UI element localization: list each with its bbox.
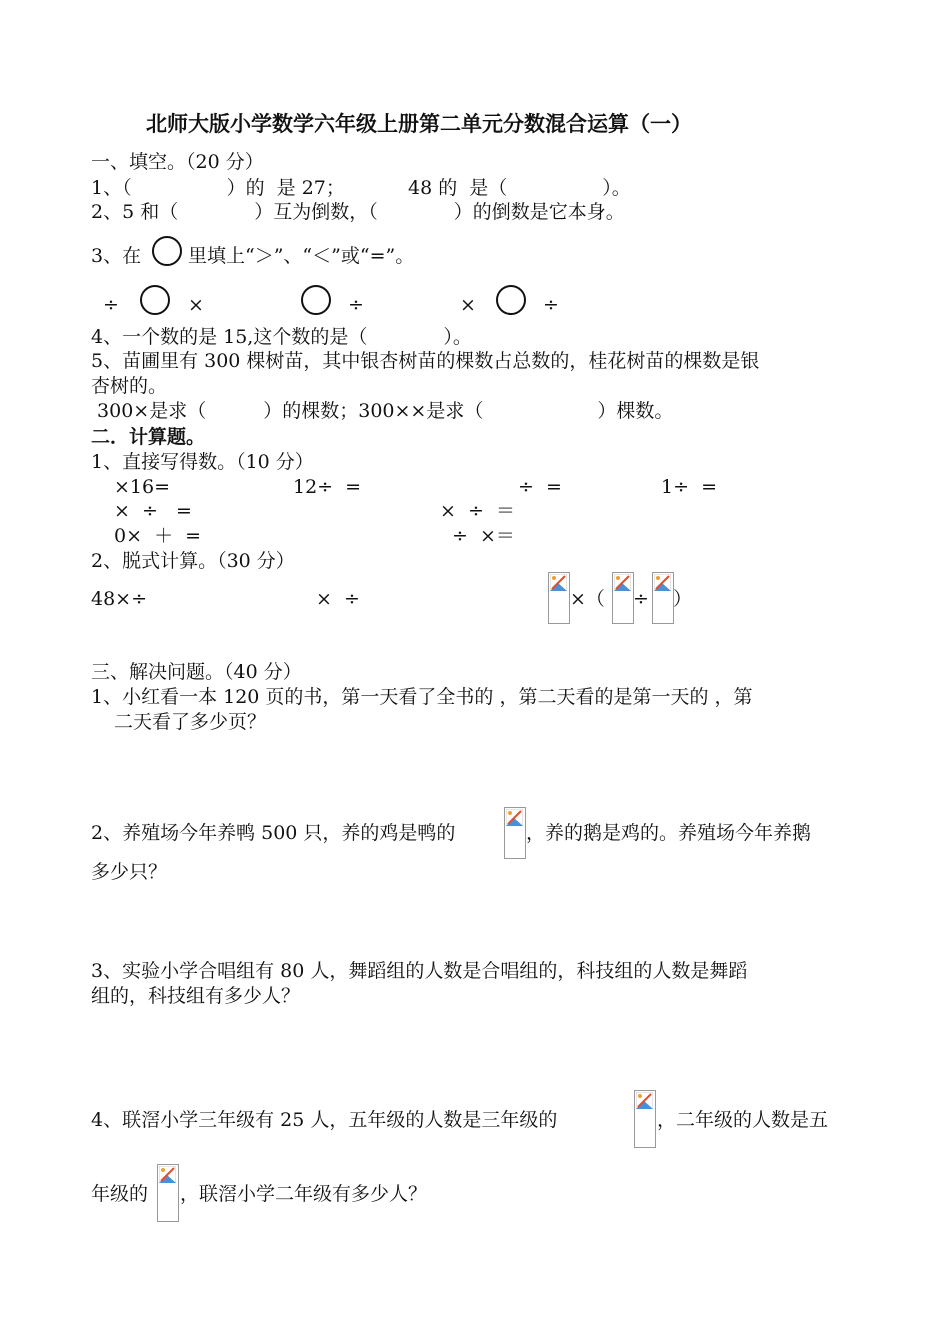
s3-q3-line2: 组的，科技组有多少人？ [91,985,301,1007]
calc-item: ÷ ×＝ [452,525,515,547]
q5-line1: 5、苗圃里有 300 棵树苗，其中银杏树苗的棵数占总数的，桂花树苗的棵数是银 [91,350,760,372]
expr3-op: ） [673,588,693,610]
compare-op: ÷ [103,294,119,316]
q1b: 48 的 是（ ）。 [408,177,631,199]
s3-q1-line2: 二天看了多少页？ [114,711,267,733]
fraction-image-icon [504,807,526,859]
expr3-op: ×（ [570,588,605,610]
section1-heading: 一、填空。（20 分） [91,151,264,173]
compare-circle-icon [152,236,182,266]
fraction-image-icon [157,1164,179,1222]
q2: 2、5 和（ ）互为倒数，（ ）的倒数是它本身。 [91,201,625,223]
s3-q4-line2-prefix: 年级的 [91,1183,149,1205]
compare-circle-icon [301,285,331,315]
expr1: 48×÷ [91,588,148,610]
fraction-image-icon [652,572,674,624]
page-title: 北师大版小学数学六年级上册第二单元分数混合运算（一） [146,112,692,136]
compare-op: ÷ [348,294,364,316]
q5-line2: 杏树的。 [91,375,168,397]
q5-line3: 300×是求（ ）的棵数；300××是求（ ）棵数。 [91,400,674,422]
compare-circle-icon [496,285,526,315]
calc-item: 12÷ = [293,476,362,498]
expr2: × ÷ [316,588,360,610]
s3-q2-prefix: 2、养殖场今年养鸭 500 只，养的鸡是鸭的 [91,822,456,844]
compare-circle-icon [140,285,170,315]
compare-op: ÷ [543,294,559,316]
fraction-image-icon [548,572,570,624]
q3-prefix: 3、在 [91,245,142,267]
s3-q1-line1: 1、小红看一本 120 页的书，第一天看了全书的 ，第二天看的是第一天的 ，第 [91,686,753,708]
calc-item: × ÷ = [114,500,192,522]
calc-item: 0× ＋ = [114,525,202,547]
s3-q2-line2: 多少只？ [91,861,168,883]
s3-q4-suffix: ，二年级的人数是五 [657,1109,829,1131]
section2-heading: 二．计算题。 [91,426,206,448]
calc-item: 1÷ = [661,476,718,498]
fraction-image-icon [612,572,634,624]
fraction-image-icon [634,1090,656,1148]
section2-sub2: 2、脱式计算。（30 分） [91,550,295,572]
compare-op: × [460,294,476,316]
s3-q3-line1: 3、实验小学合唱组有 80 人，舞蹈组的人数是合唱组的，科技组的人数是舞蹈 [91,960,748,982]
section3-heading: 三、解决问题。（40 分） [91,661,302,683]
q4: 4、一个数的是 15,这个数的是（ ）。 [91,326,472,348]
s3-q2-suffix: ，养的鹅是鸡的。养殖场今年养鹅 [526,822,812,844]
s3-q4-prefix: 4、联滘小学三年级有 25 人，五年级的人数是三年级的 [91,1109,558,1131]
calc-item: ÷ = [518,476,562,498]
s3-q4-line2-suffix: ，联滘小学二年级有多少人？ [180,1183,428,1205]
q1a: 1、（ ）的 是 27； [91,177,345,199]
section2-sub1: 1、直接写得数。（10 分） [91,451,314,473]
calc-item: × ÷ ＝ [440,500,515,522]
expr3-op: ÷ [633,588,649,610]
calc-item: ×16= [114,476,171,498]
q3-suffix: 里填上“＞”、“＜”或“=”。 [188,245,415,267]
compare-op: × [188,294,204,316]
